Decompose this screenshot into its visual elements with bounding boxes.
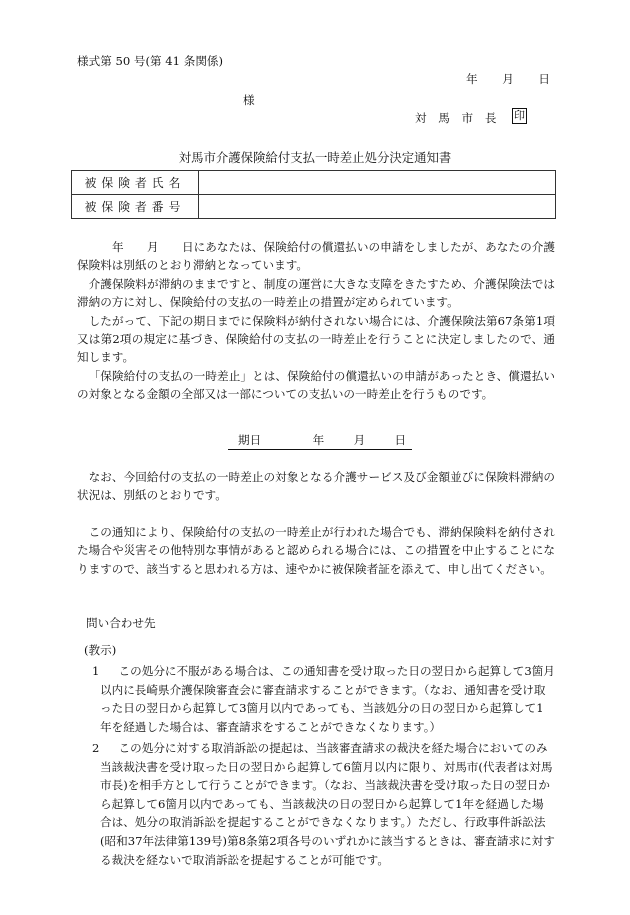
deadline-day: 日 [394,433,407,447]
deadline-year: 年 [312,433,325,447]
addressee-suffix: 様 [243,93,255,107]
date-month: 月 [502,72,514,86]
document-title: 対馬市介護保険給付支払一時差止処分決定通知書 [178,150,452,165]
note-paragraph-1 [77,468,555,505]
deadline-month: 月 [353,433,366,447]
inquiry-heading: 問い合わせ先 [86,616,156,630]
date-year: 年 [466,72,478,86]
note-paragraph-2 [77,523,555,578]
paragraph-6: この通知により、保険給付の支払の一時差止が行われた場合でも、滞納保険料を納付された場合や災害その他特別な事情があると認められる場合には、この措置を中止することになりますので、該当すると思われる方は、速やかに被保険者証を添えて、申し出てください。 [77,525,555,576]
table-row [72,195,556,219]
instruction-item-2 [92,739,555,869]
insured-info-table [71,170,556,219]
form-number: 様式第 50 号(第 41 条関係) [77,54,224,68]
paragraph-1: 年 月 日にあなたは、保険給付の償還払いの申請をしましたが、あなたの介護保険料は別紙のとおり滞納となっています。 [77,240,555,273]
date-day: 日 [538,72,550,86]
deadline-label: 期日 [238,433,262,447]
paragraph-2: 介護保険料が滞納のままですと、制度の運営に大きな支障をきたすため、介護保険法では滞納の方に対し、保険給付の支払の一時差止の措置が定められています。 [77,276,555,310]
deadline [228,432,412,450]
seal-mark: 印 [514,109,525,122]
paragraph-5: なお、今回給付の支払の一時差止の対象となる介護サービス及び金額並びに保険料滞納の状況は、別紙のとおりです。 [77,470,555,503]
instruction-item-number: 2 [92,741,100,755]
table-row [72,171,556,195]
instruction-item-text: この処分に対する取消訴訟の提起は、当該審査請求の裁決を経た場合においてのみ当該裁決書を受け取った日の翌日から起算して6箇月以内に限り、対馬市(代表者は対馬市長)を相手方として行うことができます。（なお、当該裁決書を受け取った日の翌日から起算して6箇月以内であっても、当該裁決の日の翌日から起算して1年を経過した場合は、処分の取消訴訟を提起することができなくなります。）ただし、行政事件訴訟法(昭和37年法律第139号)第8条第2項各号のいずれかに該当するときは、審査請求に対する裁決を経ないで取消訴訟を提起することが可能です。 [100,741,555,867]
paragraph-3: したがって、下記の期日までに保険料が納付されない場合には、介護保険法第67条第1項又は第2項の規定に基づき、保険給付の支払の一時差止を行うことに決定しましたので、通知します。 [77,313,555,365]
paragraph-4: 「保険給付の支払の一時差止」とは、保険給付の償還払いの申請があったとき、償還払いの対象となる金額の全部又は一部についての支払いの一時差止を行うものです。 [77,368,555,402]
insured-number-label: 被保険者番号 [72,195,199,219]
instruction-heading: (教示) [84,643,117,657]
insured-number-value [199,195,556,219]
body-paragraphs [77,238,555,404]
instruction-item-number: 1 [92,664,100,678]
insured-name-label: 被保険者氏名 [72,171,199,195]
sender: 対 馬 市 長 [415,111,501,125]
instruction-item-text: この処分に不服がある場合は、この通知書を受け取った日の翌日から起算して3箇月以内に長崎県介護保険審査会に審査請求することができます。（なお、通知書を受け取った日の翌日から起算して3箇月以内であっても、当該処分の日の翌日から起算して1年を経過した場合は、審査請求をすることができなくなります。） [100,664,555,734]
issue-date [466,71,550,87]
insured-name-value [199,171,556,195]
instruction-item-1 [92,662,555,736]
